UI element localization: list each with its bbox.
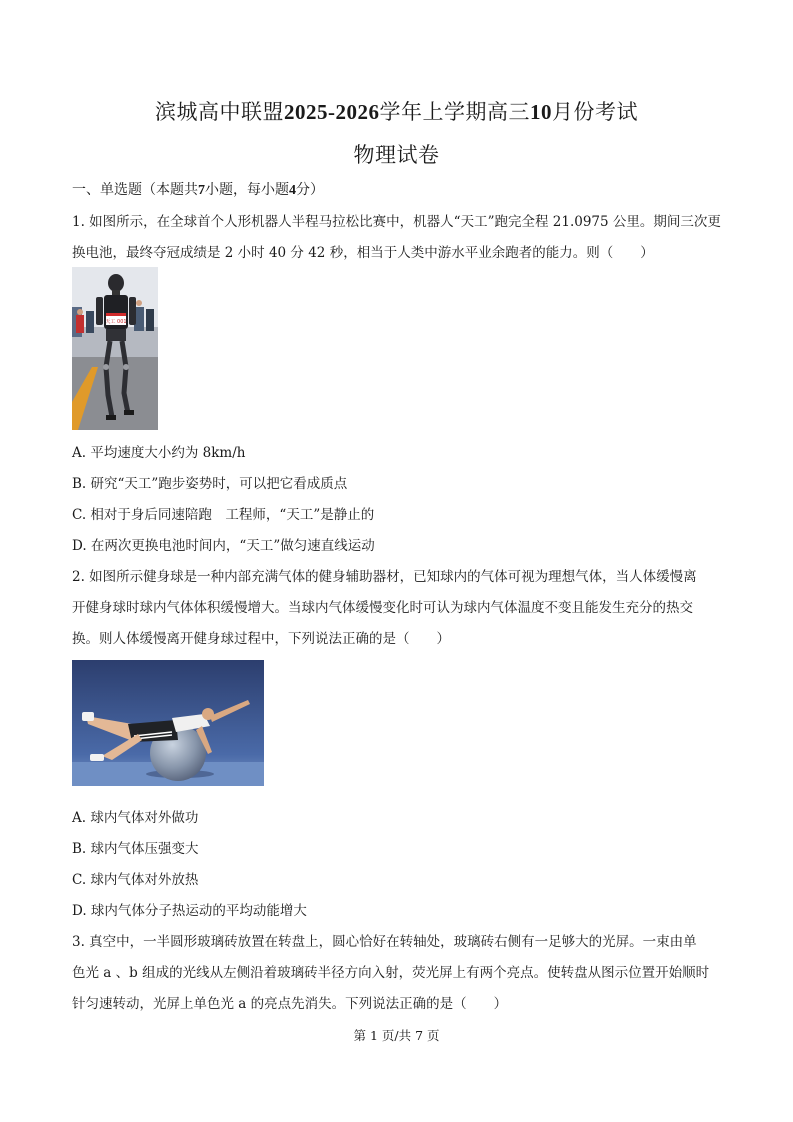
q1-option-b: B. 研究“天工”跑步姿势时，可以把它看成质点 [72, 476, 348, 492]
q2-option-b: B. 球内气体压强变大 [72, 841, 199, 857]
fitness-ball-photo [72, 660, 264, 786]
title-pre: 滨城高中联盟 [155, 100, 284, 124]
title-month: 10 [530, 100, 552, 124]
q3-line-1: 3. 真空中，一半圆形玻璃砖放置在转盘上，圆心恰好在转轴处，玻璃砖右侧有一足够大的光屏。一束由单 [72, 934, 697, 950]
section-mid: 小题，每小题 [205, 182, 289, 198]
section-points: 4 [289, 183, 296, 198]
q1-option-c: C. 相对于身后同速陪跑 工程师，“天工”是静止的 [72, 507, 375, 523]
exam-title [0, 96, 793, 126]
robot-photo [72, 267, 158, 430]
q2-option-c: C. 球内气体对外放热 [72, 872, 199, 888]
q2-option-a: A. 球内气体对外做功 [72, 810, 199, 826]
q1-option-a: A. 平均速度大小约为 8km/h [72, 445, 246, 461]
page-footer: 第 1 页/共 7 页 [353, 1028, 440, 1043]
q2-line-2: 开健身球时球内气体体积缓慢增大。当球内气体缓慢变化时可认为球内气体温度不变且能发生充分的热交 [72, 600, 693, 616]
title-year: 2025-2026 [284, 100, 380, 124]
q2-option-d: D. 球内气体分子热运动的平均动能增大 [72, 903, 307, 919]
title-mid: 学年上学期高三 [379, 100, 530, 124]
section-pre: 一、单选题（本题共 [72, 182, 198, 198]
title-post: 月份考试 [552, 100, 638, 124]
section-heading [72, 179, 324, 199]
q1-line-2: 换电池，最终夺冠成绩是 2 小时 40 分 42 秒，相当于人类中游水平业余跑者的能力。则（ ） [72, 245, 654, 261]
q2-line-3: 换。则人体缓慢离开健身球过程中，下列说法正确的是（ ） [72, 631, 450, 647]
q3-line-3: 针匀速转动，光屏上单色光 a 的亮点先消失。下列说法正确的是（ ） [72, 996, 508, 1012]
robot-bib-label: 天工 001 [105, 319, 127, 325]
q1-option-d: D. 在两次更换电池时间内，“天工”做匀速直线运动 [72, 538, 375, 554]
q1-line-1: 1. 如图所示，在全球首个人形机器人半程马拉松比赛中，机器人“天工”跑完全程 21.0975 公里。期间三次更 [72, 214, 721, 230]
q3-line-2: 色光 a 、b 组成的光线从左侧沿着玻璃砖半径方向入射，荧光屏上有两个亮点。使转盘从图示位置开始顺时 [72, 965, 710, 981]
section-post: 分） [296, 182, 324, 198]
section-count: 7 [198, 183, 205, 198]
exam-subtitle: 物理试卷 [353, 143, 440, 167]
q2-line-1: 2. 如图所示健身球是一种内部充满气体的健身辅助器材，已知球内的气体可视为理想气体，当人体缓慢离 [72, 569, 697, 585]
